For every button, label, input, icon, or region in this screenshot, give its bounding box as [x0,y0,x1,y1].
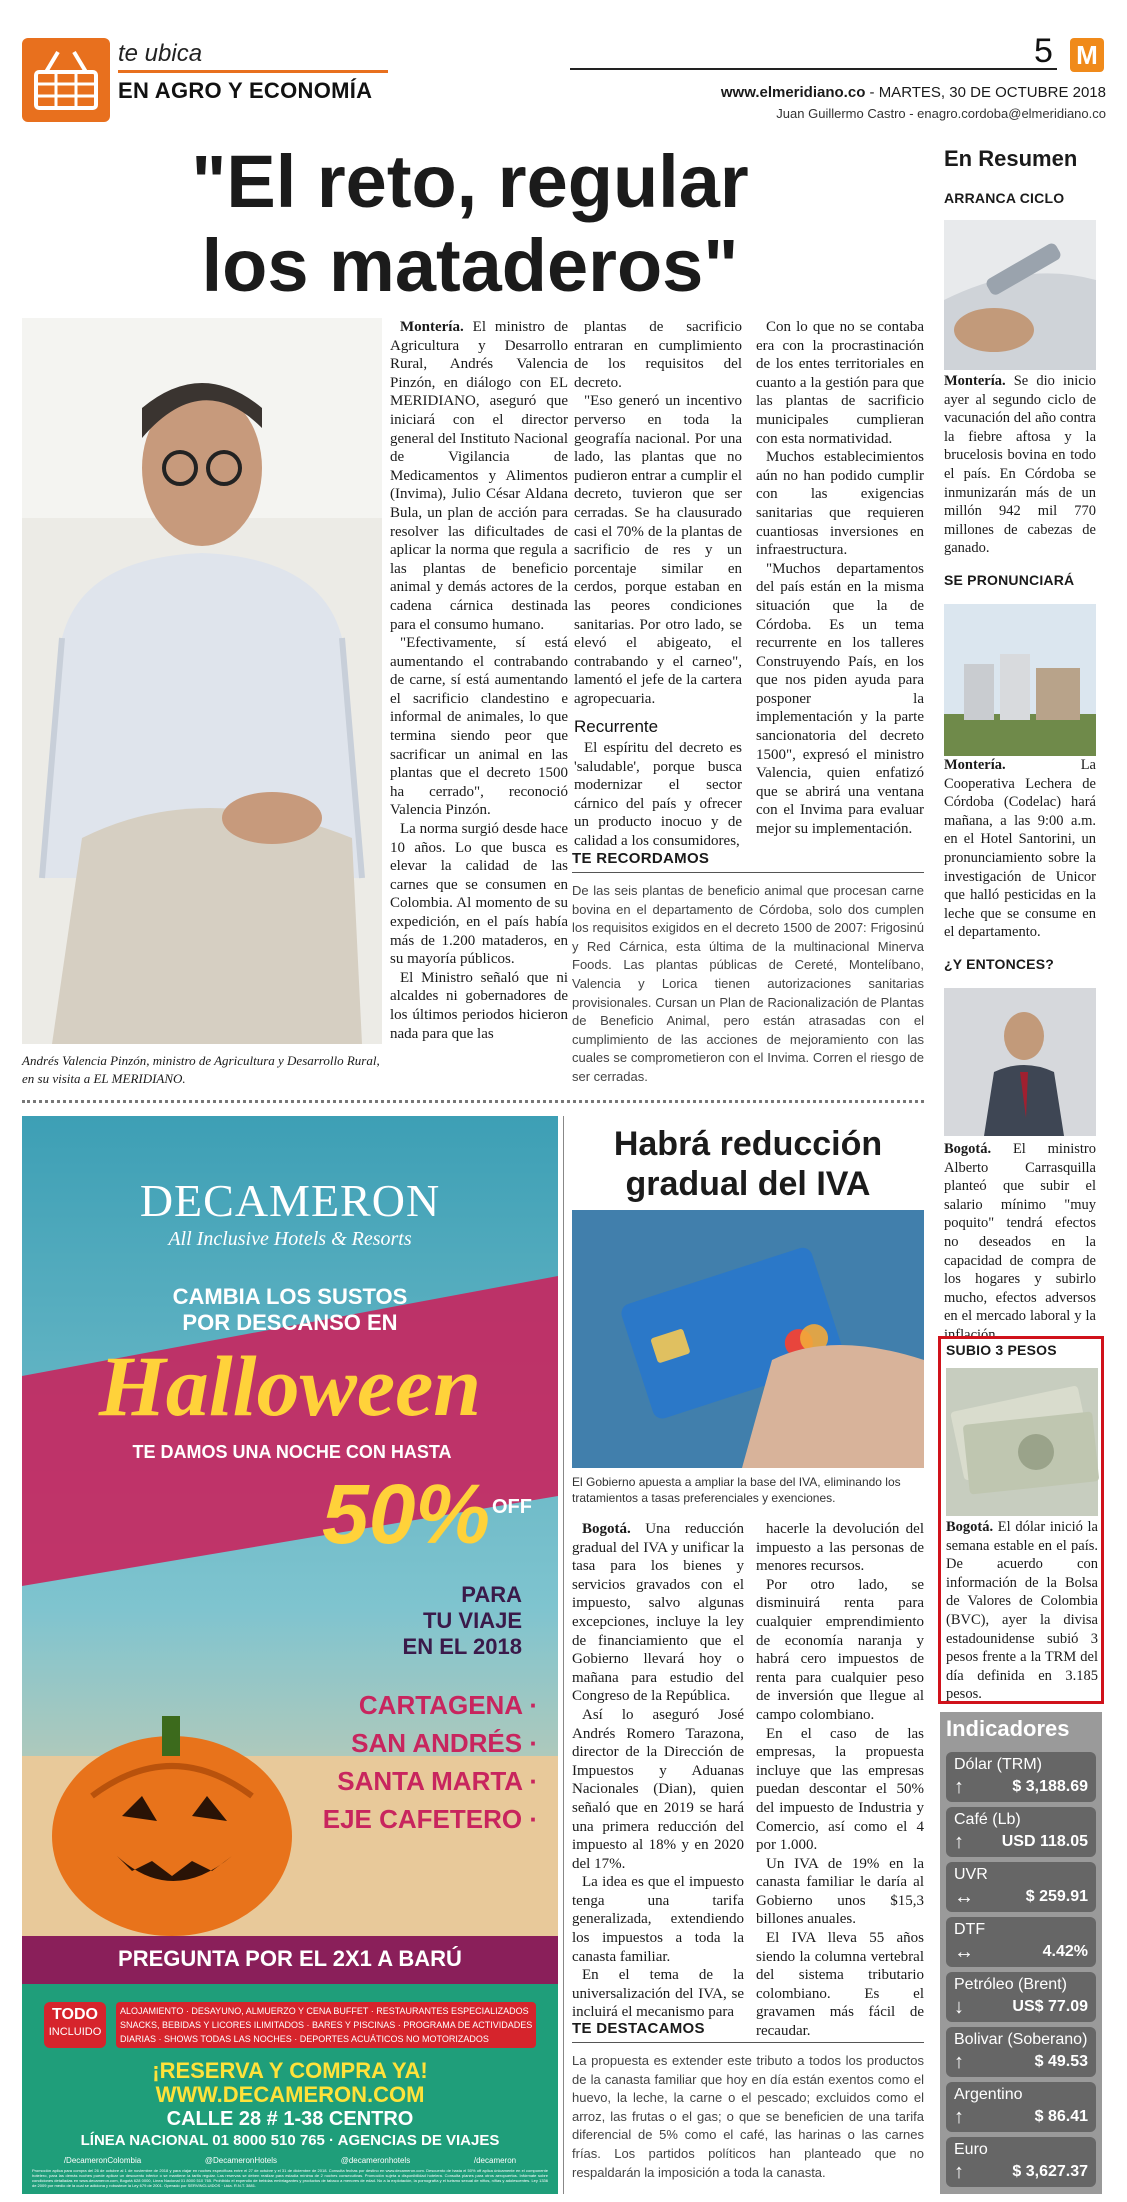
resumen-title: En Resumen [944,146,1078,171]
ad-inclusion: SNACKS, BEBIDAS Y LICORES ILIMITADOS · BARES Y PISCINAS · PROGRAMA DE ACTIVIDADES [120,2020,533,2030]
indicator-card [946,1972,1096,2022]
indicator-value: USD 118.05 [1001,1833,1088,1850]
divider [572,2042,924,2043]
ad-para-line: EN EL 2018 [402,1634,522,1659]
paragraph: Así lo aseguró José Andrés Romero Tarazona, director de la Dirección de Impuestos y Aduanas Nacionales (Dian), quien señaló que en 2019 se hará una primera reducción del impuesto al 18% y en 2020 del 17%. [572,1706,744,1872]
ad-inclusions [120,2004,534,2046]
resumen-heading: SE PRONUNCIARÁ [944,572,1075,588]
resumen-text [946,1518,1098,1703]
dairy-plant-photo [944,604,1096,756]
ad-social [32,2156,548,2165]
section-logo [22,38,110,122]
resumen-heading: ARRANCA CICLO [944,190,1065,206]
trend-arrow-icon: ↓ [954,1996,964,2018]
dateline-city: Bogotá. [946,1519,994,1535]
vaccination-photo [944,220,1096,370]
column-rule [563,1116,564,2194]
indicator-card [946,1917,1096,1967]
article-column-3 [756,318,924,839]
recordamos-heading: TE RECORDAMOS [572,850,710,867]
ad-promo-line: POR DESCANSO EN [182,1310,398,1335]
paragraph: Muchos establecimientos aún no han podido cumplir con las exigencias sanitarias que requieren cuantiosas inversiones en infraestructura. [756,449,924,559]
article-column-1 [390,318,568,1043]
article-column-2 [574,318,742,851]
dateline-city: Montería. [400,319,464,335]
ad-social-facebook[interactable]: /DecameronColombia [63,2156,142,2165]
carrasquilla-photo [944,988,1096,1136]
indicator-card [946,1807,1096,1857]
indicator-value: $ 3,627.37 [1012,2163,1088,2180]
ad-reserva: ¡RESERVA Y COMPRA YA! [152,2058,428,2083]
paragraph: La norma surgió desde hace 10 años. Lo que busca es elevar la calidad de las carnes que se consumen en Colombia. Al momento de su expedición, en el país había más de 1.200 mataderos, en su mayoría públicos. [390,821,568,968]
dateline-city: Montería. [944,373,1006,389]
ad-web[interactable]: WWW.DECAMERON.COM [155,2082,425,2107]
brand-logo: M [1070,38,1104,72]
resumen-text [944,372,1096,558]
ad-social-instagram[interactable]: @decameronhotels [340,2156,411,2165]
iva-column-1 [572,1520,744,2022]
ad-address: CALLE 28 # 1-38 CENTRO [166,2108,414,2130]
ad-social-twitter[interactable]: @DecameronHotels [204,2156,278,2165]
dotted-separator [22,1100,924,1103]
dateline-city: Bogotá. [582,1521,631,1537]
subhead: Recurrente [574,717,659,737]
indicator-name: Argentino [954,2086,1023,2103]
paragraph: hacerle la devolución del impuesto a las personas de menores recursos. [756,1521,924,1575]
ad-destinations [312,1686,538,1838]
dateline-city: Montería. [944,757,1006,773]
trend-arrow-icon: ↑ [954,1776,964,1798]
resumen-heading: ¿Y ENTONCES? [944,956,1055,972]
indicator-value: $ 86.41 [1034,2108,1088,2125]
dateline-city: Bogotá. [944,1141,992,1157]
indicator-card [946,1752,1096,1802]
paragraph: Por otro lado, se disminuirá renta para cualquier emprendimiento de economía naranja y habrá cero impuestos de renta para cualquier peso de inversión que llegue al campo colombiano. [756,1576,924,1723]
section-kicker: te ubica [118,40,203,67]
resumen-heading: SUBIO 3 PESOS [946,1342,1057,1358]
indicator-card [946,1862,1096,1912]
ad-destination: EJE CAFETERO · [322,1804,538,1834]
resumen-body: Se dio inicio ayer al segundo ciclo de vacunación del año contra la fiebre aftosa y la brucelosis bovina en todo el país. En Córdoba se inmunizarán más de un millón 942 mil 770 millones de cabezas de ganado. [944,373,1096,557]
ad-incluido: INCLUIDO [48,2026,102,2038]
resumen-body: La Cooperativa Lechera de Córdoba (Codelac) hará mañana, a las 9:00 a.m. en el Hotel Santorini, un pronunciamiento sobre la investigación de Unicor que halló pesticidas en la leche que se consume en el departamento. [944,757,1096,941]
section-title: EN AGRO Y ECONOMÍA [118,78,373,103]
ad-para [322,1582,522,1660]
ad-off: OFF [492,1496,532,1518]
dateline [560,84,1106,101]
paragraph: El espíritu del decreto es 'saludable', porque busca modernizar el sector cárnico del país y ofrecer un producto inocuo y de calidad a los consumidores, [574,740,742,850]
paragraph: Una reducción gradual del IVA y unificar la tasa para los bienes y servicios gravados con el impuesto, salvo algunas excepciones, incluye la ley de financiamiento que el Gobierno llevará hoy o mañana para estudio del Congreso de la República. [572,1521,744,1705]
ad-inclusion: DIARIAS · SHOWS TODAS LAS NOCHES · DEPORTES ACUÁTICOS NO MOTORIZADOS [120,2034,489,2044]
credit-card-photo [572,1210,924,1468]
indicator-name: Euro [954,2141,988,2158]
trend-arrow-icon: ↑ [954,1831,964,1853]
indicator-value: 4.42% [1042,1943,1088,1960]
ad-brand: DECAMERON [139,1175,441,1226]
indicator-name: DTF [954,1921,986,1938]
indicator-value: $ 259.91 [1025,1888,1088,1905]
indicator-value: $ 49.53 [1034,2053,1088,2070]
ad-halloween: Halloween [98,1338,482,1434]
indicator-name: Dólar (TRM) [954,1756,1042,1773]
ad-ribbon: TE DAMOS UNA NOCHE CON HASTA [132,1442,452,1462]
resumen-body: El dólar inició la semana estable en el país. De acuerdo con información de la Bolsa de Valores de Colombia (BVC), ayer la divisa estadounidense subió 3 pesos frente a la TRM del día definida en 3.185 pesos. [946,1519,1098,1703]
paragraph: plantas de sacrificio entraran en cumplimiento de los requisitos del decreto. [574,319,742,391]
indicator-card [946,2082,1096,2132]
ad-para-line: PARA [461,1582,522,1607]
date-text: - MARTES, 30 DE OCTUBRE 2018 [865,84,1106,101]
destacamos-heading: TE DESTACAMOS [572,2020,705,2037]
ad-todo: TODO [52,2006,98,2023]
headline [120,140,820,308]
paragraph: El IVA lleva 55 años siendo la columna vertebral del sistema tributario colombiano. Es el gravamen más fácil de recaudar. [756,1930,924,2040]
byline: Juan Guillermo Castro - enagro.cordoba@elmeridiano.co [776,106,1106,121]
ad-promo-line: CAMBIA LOS SUSTOS [172,1284,408,1309]
ad-banner: PREGUNTA POR EL 2X1 A BARÚ [118,1946,462,1971]
trend-arrow-icon: ↑ [954,2106,964,2128]
minister-photo [22,318,382,1044]
headline-line: los mataderos" [201,224,739,307]
indicator-name: Café (Lb) [954,1811,1021,1828]
ad-destination: CARTAGENA · [358,1690,538,1720]
ad-fine-print: Promoción aplica para compra del 26 de octubre al 1 de noviembre de 2018 y para viajar en noches específicas entre el 27 de octubre y el 31 de diciembre de 2018. Consulta fechas por destino en www.decameron.com. Descuento de hasta el 50% off aplica únicamente en el componente hotelero, para las demás noches puede aplicar un descuento inferior o se mantiene la tarifa regular. Las reservas se deben realizar para estadía mínima de 2 noches consecutivas. Promoción sujeta a disponibilidad hotelera. Consulta planes para otros aeropuertos. Infórmate sobre condiciones detalladas en www.decameron.com, Bogotá 628 0000, Línea Nacional 01 8000 510 765. Prohibido el expendio de bebidas embriagantes y productos de tabaco a menores de edad. No a la explotación, la pornografía y el turismo sexual de niños, niñas y adolescentes. Ley 1336 de 2009 por medio de la cual se adiciona y robustece la Ley 679 de 2001. Operado por SERVINCLUIDOS · Ltda. R.N.T. 3881. [32,2168,548,2188]
basket-icon [22,38,110,122]
trend-arrow-icon: ↑ [954,2161,964,2183]
indicator-name: UVR [954,1866,988,1883]
ad-destination: SANTA MARTA · [337,1766,538,1796]
indicator-card [946,2137,1096,2187]
iva-headline: Habrá reducción gradual del IVA [613,1125,883,1203]
paragraph: "Efectivamente, sí está aumentando el contrabando de carne, sí está aumentando el sacrificio clandestino e informal de animales, lo que termina siendo peor que sacrificar un animal en las plantas que el decreto 1500 ha cerrado", reconoció Valencia Pinzón. [390,635,568,819]
ad-social-youtube[interactable]: /decameron [473,2156,517,2165]
indicators-title: Indicadores [946,1716,1070,1741]
indicator-value: $ 3,188.69 [1012,1778,1088,1795]
indicator-name: Bolivar (Soberano) [954,2031,1088,2048]
resumen-text [944,1140,1096,1345]
paragraph: "Eso generó un incentivo perverso en toda la geografía nacional. Por una lado, las plantas que no pudieron entrar a cumplir el decreto, tuvieron que ser cerradas. Se ha clausurado casi el 70% de la plantas de sacrificio de res y un porcentaje similar en cerdos, porque estaban en las peores condiciones sanitarias. Por otro lado, se elevó el abigeato, el contrabando y el carneo", lamentó el jefe de la cartera agropecuaria. [574,393,742,707]
ad-destination: SAN ANDRÉS · [351,1728,538,1758]
ad-phone: LÍNEA NACIONAL 01 8000 510 765 · AGENCIAS DE VIAJES [80,2132,500,2149]
page-number: 5 [1034,32,1053,70]
header-rule [570,68,1057,70]
indicator-name: Petróleo (Brent) [954,1976,1067,1993]
iva-column-2 [756,1520,924,2041]
indicator-card [946,2027,1096,2077]
resumen-body: El ministro Alberto Carrasquilla planteó que subir el salario mínimo "muy poquito" tendrá efectos no deseados en la capacidad de compra de los hogares y subirlo mucho, efectos adversos en el mercado laboral y la inflación. [944,1141,1096,1343]
paragraph: El ministro de Agricultura y Desarrollo Rural, Andrés Valencia Pinzón, en diálogo con EL MERIDIANO, aseguró que iniciará con el director general del Instituto Nacional de Vigilancia de Medicamentos y Alimentos (Invima), Julio César Aldana Bula, un plan de acción para resolver las dificultades de aplicar la norma que regula a las plantas de beneficio animal y demás actores de la cadena cárnica destinada para el consumo humano. [390,319,568,633]
ad-tagline: All Inclusive Hotels & Resorts [168,1228,412,1250]
photo-caption: Andrés Valencia Pinzón, ministro de Agricultura y Desarrollo Rural, en su visita a EL MERIDIANO. [22,1053,380,1086]
paragraph: En el tema de la universalización del IVA, se incluirá el mecanismo para [572,1967,744,2021]
paragraph: Un IVA de 19% en la canasta familiar le daría al Gobierno unos $15,3 billones anuales. [756,1855,924,1928]
resumen-text [944,756,1096,942]
trend-arrow-icon: ↔ [954,1886,974,1908]
ad-inclusion: ALOJAMIENTO · DESAYUNO, ALMUERZO Y CENA BUFFET · RESTAURANTES ESPECIALIZADOS [120,2006,529,2016]
paragraph: La idea es que el impuesto tenga una tarifa generalizada, extendiendo los impuestos a toda la canasta familiar. [572,1874,744,1965]
recordamos-text: De las seis plantas de beneficio animal que procesan carne bovina en el departamento de Córdoba, solo dos cumplen los requisitos exigidos en el decreto 1500 de 2007: Frigosinú y Red Cárnica, esta última de la multinacional Minerva Foods. Las plantas públicas de Cereté, Montelíbano, Valencia y Lorica tienen autorizaciones sanitarias provisionales. Cursan un Plan de Racionalización de Plantas de Beneficio Animal, pero están atrasadas con el cumplimiento de las acciones de mejoramiento con las cuales se comprometieron con el Invima. Corren el riesgo de ser cerradas. [572,883,924,1084]
trend-arrow-icon: ↑ [954,2051,964,2073]
destacamos-text: La propuesta es extender este tributo a todos los productos de la canasta familiar que hoy en día están exentos como el huevo, la leche, la carne o el pescado; excluidos como el arroz, las frutas o el gas; o que se beneficien de una tarifa diferencial de 5% como el café, las harinas o las carnes frías. Los partidos políticos han planteado que no respaldarán la imposición a toda la canasta. [572,2053,924,2180]
site-url[interactable]: www.elmeridiano.co [720,84,866,101]
section-rule [118,70,388,73]
paragraph: En el caso de las empresas, la propuesta incluye que las empresas puedan descontar el 50% del impuesto de Industria y Comercio, así como el 4 por 1.000. [756,1725,924,1854]
divider [572,872,924,873]
indicator-value: US$ 77.09 [1012,1998,1088,2015]
paragraph: El Ministro señaló que ni alcaldes ni gobernadores de los últimos periodos hicieron nada para que las [390,969,568,1042]
iva-caption: El Gobierno apuesta a ampliar la base del IVA, eliminando los tratamientos a tasas preferenciales y exenciones. [572,1475,901,1505]
dollar-bills-photo [946,1368,1098,1516]
paragraph: "Muchos departamentos del país están en la misma situación que la de Córdoba. Es un tema recurrente en los talleres Construyendo País, en los que nos piden ayuda para posponer la implementación y la parte sancionatoria del decreto 1500", expresó el ministro Valencia, quien enfatizó que se abrirá una ventana con el Invima para evaluar mejor su implementación. [756,560,924,838]
ad-para-line: TU VIAJE [422,1608,522,1633]
decameron-ad[interactable] [22,1116,558,2194]
paragraph: Con lo que no se contaba era con la procrastinación de los entes territoriales en cuanto a la gestión para que las plantas de sacrificio municipales cumplieran con esta normatividad. [756,319,924,447]
headline-line: "El reto, regular [191,140,749,223]
trend-arrow-icon: ↔ [954,1941,974,1963]
ad-discount: 50% [322,1467,491,1561]
